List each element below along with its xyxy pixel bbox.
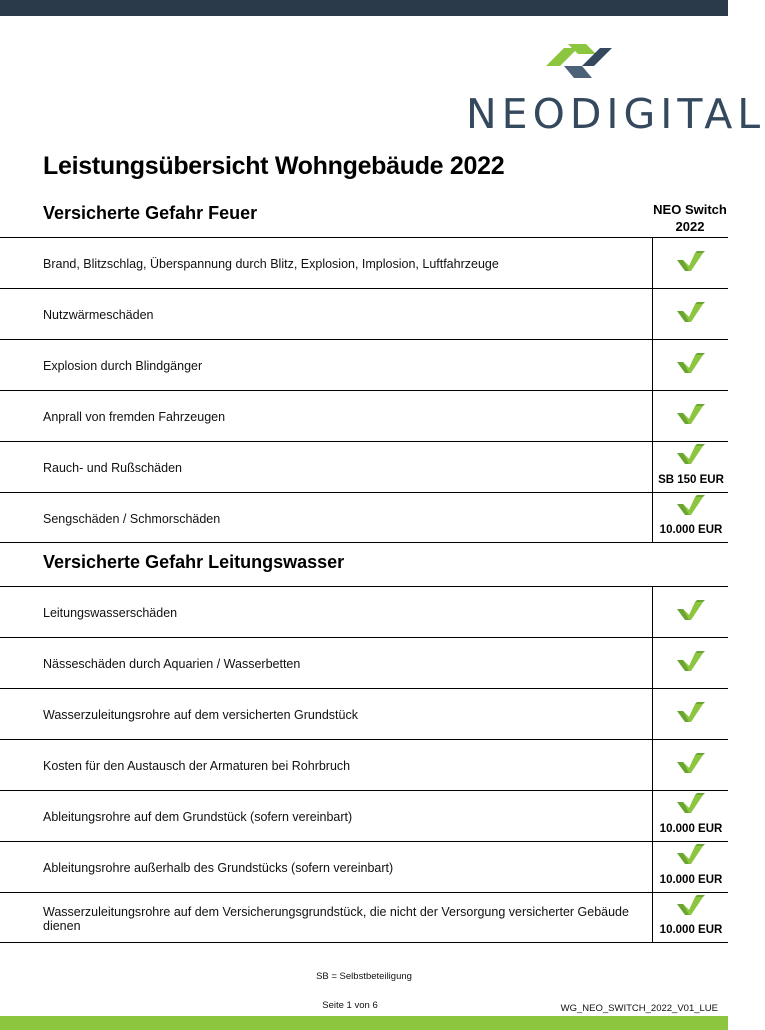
green-check-icon [677, 353, 705, 373]
table-row [0, 339, 728, 390]
top-bar [0, 0, 728, 16]
green-check-icon [677, 793, 705, 813]
row-label: Nutzwärmeschäden [43, 307, 154, 322]
column-header [652, 201, 728, 235]
row-label: Nässeschäden durch Aquarien / Wasserbetten [43, 656, 301, 671]
row-label: Brand, Blitzschlag, Überspannung durch Blitz, Explosion, Implosion, Luftfahrzeuge [43, 256, 499, 271]
coverage-cell [652, 289, 728, 339]
coverage-cell [652, 238, 728, 288]
green-check-icon [677, 702, 705, 722]
logo-mark-icon [542, 40, 614, 84]
row-label: Leitungswasserschäden [43, 605, 178, 620]
coverage-note: 10.000 EUR [659, 524, 723, 536]
document-id: WG_NEO_SWITCH_2022_V01_LUE [560, 1003, 718, 1014]
table-row [0, 688, 728, 739]
row-label: Wasserzuleitungsrohre auf dem Versicherungsgrundstück, die nicht der Versorgung versicherter Gebäude dienen [43, 904, 629, 933]
table-row [0, 441, 728, 492]
coverage-cell [652, 587, 728, 637]
page-number: Seite 1 von 6 [322, 1000, 378, 1011]
table-row [0, 739, 728, 790]
green-check-icon [677, 753, 705, 773]
coverage-cell [652, 740, 728, 790]
table-row [0, 841, 728, 892]
green-check-icon [677, 444, 705, 464]
coverage-cell [652, 893, 728, 942]
row-label: Rauch- und Rußschäden [43, 460, 182, 475]
coverage-note: 10.000 EUR [659, 924, 723, 936]
column-header-line2: 2022 [675, 219, 705, 234]
section-title-feuer: Versicherte Gefahr Feuer [43, 203, 258, 223]
table-leitungswasser [0, 586, 728, 943]
document-title: Leistungsübersicht Wohngebäude 2022 [43, 152, 505, 180]
coverage-note: 10.000 EUR [659, 823, 723, 835]
coverage-cell [652, 689, 728, 739]
green-check-icon [677, 251, 705, 271]
table-row [0, 288, 728, 339]
row-label: Ableitungsrohre außerhalb des Grundstücks (sofern vereinbart) [43, 860, 394, 875]
table-feuer [0, 237, 728, 543]
table-row [0, 390, 728, 441]
coverage-note: 10.000 EUR [659, 874, 723, 886]
coverage-note: SB 150 EUR [658, 474, 724, 486]
coverage-cell [652, 638, 728, 688]
row-label: Ableitungsrohre auf dem Grundstück (sofern vereinbart) [43, 809, 353, 824]
table-row [0, 237, 728, 288]
green-check-icon [677, 404, 705, 424]
green-check-icon [677, 495, 705, 515]
green-check-icon [677, 651, 705, 671]
section-title-leitungswasser: Versicherte Gefahr Leitungswasser [43, 552, 345, 572]
bottom-bar [0, 1016, 728, 1030]
green-check-icon [677, 895, 705, 915]
row-label: Kosten für den Austausch der Armaturen bei Rohrbruch [43, 758, 351, 773]
table-row [0, 637, 728, 688]
table-row [0, 492, 728, 543]
column-header-line1: NEO Switch [653, 202, 727, 217]
coverage-cell [652, 791, 728, 841]
row-label: Wasserzuleitungsrohre auf dem versicherten Grundstück [43, 707, 358, 722]
logo-text: NEODIGITAL [466, 90, 765, 138]
coverage-cell [652, 340, 728, 390]
coverage-cell [652, 442, 728, 492]
row-label: Anprall von fremden Fahrzeugen [43, 409, 226, 424]
table-row [0, 586, 728, 637]
coverage-cell [652, 842, 728, 892]
coverage-cell [652, 493, 728, 542]
coverage-cell [652, 391, 728, 441]
green-check-icon [677, 844, 705, 864]
table-row [0, 892, 728, 943]
row-label: Explosion durch Blindgänger [43, 358, 203, 373]
table-row [0, 790, 728, 841]
footnote: SB = Selbstbeteiligung [316, 971, 412, 982]
green-check-icon [677, 600, 705, 620]
row-label: Sengschäden / Schmorschäden [43, 511, 221, 526]
neodigital-logo [466, 40, 765, 138]
green-check-icon [677, 302, 705, 322]
